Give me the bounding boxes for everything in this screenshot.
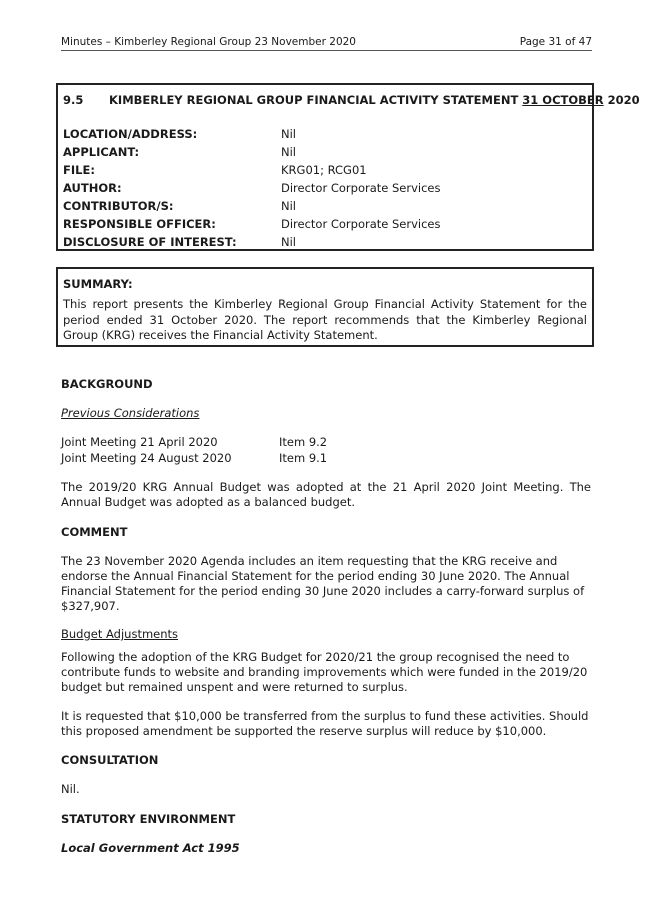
comment-paragraph-1: The 23 November 2020 Agenda includes an item requesting that the KRG receive and endorse the Annual Financial Statement for the period ending 30 June 2020. The Annual Financial Statement for the period ending 30 June 2020 includes a carry-forward surplus of $327,907.: [61, 554, 585, 613]
detail-label: FILE:: [63, 163, 95, 177]
reference-meeting: Joint Meeting 21 April 2020: [61, 435, 218, 449]
page-number: Page 31 of 47: [519, 36, 592, 48]
detail-value: Director Corporate Services: [281, 217, 441, 231]
item-title-main: KIMBERLEY REGIONAL GROUP FINANCIAL ACTIVITY STATEMENT: [109, 93, 523, 107]
background-subheading: [61, 406, 591, 421]
summary-heading: SUMMARY:: [63, 277, 133, 291]
statutory-act: Local Government Act 1995: [61, 841, 240, 855]
detail-label: LOCATION/ADDRESS:: [63, 127, 198, 141]
page-header: [61, 36, 592, 51]
detail-label: CONTRIBUTOR/S:: [63, 199, 174, 213]
detail-label: APPLICANT:: [63, 145, 140, 159]
detail-value: Nil: [281, 145, 296, 159]
consultation-heading: CONSULTATION: [61, 753, 159, 767]
detail-value: Nil: [281, 235, 296, 249]
detail-label: AUTHOR:: [63, 181, 122, 195]
detail-row: [63, 217, 441, 231]
detail-value: Nil: [281, 199, 296, 213]
detail-label: RESPONSIBLE OFFICER:: [63, 217, 216, 231]
item-details-box: [56, 83, 640, 251]
item-title-date: 31 OCTOBER: [522, 93, 604, 107]
detail-row: [63, 235, 296, 249]
reference-item: Item 9.1: [279, 451, 328, 465]
statutory-heading: STATUTORY ENVIRONMENT: [61, 812, 236, 826]
item-number: 9.5: [63, 93, 84, 107]
item-title-year: 2020: [603, 93, 640, 107]
reference-item: Item 9.2: [279, 435, 328, 449]
previous-considerations-label: Previous Considerations: [61, 406, 200, 420]
detail-row: [63, 199, 296, 213]
budget-adjustments-label: Budget Adjustments: [61, 627, 179, 641]
header-title: Minutes – Kimberley Regional Group 23 November 2020: [61, 36, 356, 48]
background-text: The 2019/20 KRG Annual Budget was adopted at the 21 April 2020 Joint Meeting. The Annual Budget was adopted as a balanced budget.: [61, 480, 591, 509]
summary-text: This report presents the Kimberley Regional Group Financial Activity Statement for the period ended 31 October 2020. The report recommends that the Kimberley Regional Group (KRG) receives the Financial Activity Statement.: [63, 297, 587, 342]
comment-heading: COMMENT: [61, 525, 128, 539]
detail-row: [63, 163, 367, 177]
reference-row: [61, 435, 591, 450]
detail-value: Nil: [281, 127, 296, 141]
background-heading: BACKGROUND: [61, 377, 153, 391]
summary-box: [56, 267, 594, 347]
detail-value: KRG01; RCG01: [281, 163, 367, 177]
detail-label: DISCLOSURE OF INTEREST:: [63, 235, 237, 249]
detail-value: Director Corporate Services: [281, 181, 441, 195]
item-title: [63, 93, 640, 107]
reference-meeting: Joint Meeting 24 August 2020: [61, 451, 232, 465]
consultation-text: Nil.: [61, 782, 80, 796]
detail-row: [63, 181, 441, 195]
detail-row: [63, 145, 296, 159]
reference-row: [61, 451, 591, 466]
comment-paragraph-2: Following the adoption of the KRG Budget for 2020/21 the group recognised the need to contribute funds to website and branding improvements which were funded in the 2019/20 budget but remained unspent and were returned to surplus.: [61, 650, 588, 694]
budget-adjustments-subheading: [61, 627, 591, 642]
detail-row: [63, 127, 296, 141]
comment-paragraph-3: It is requested that $10,000 be transferred from the surplus to fund these activities. Should this proposed amendment be supported the reserve surplus will reduce by $10,000.: [61, 709, 589, 738]
